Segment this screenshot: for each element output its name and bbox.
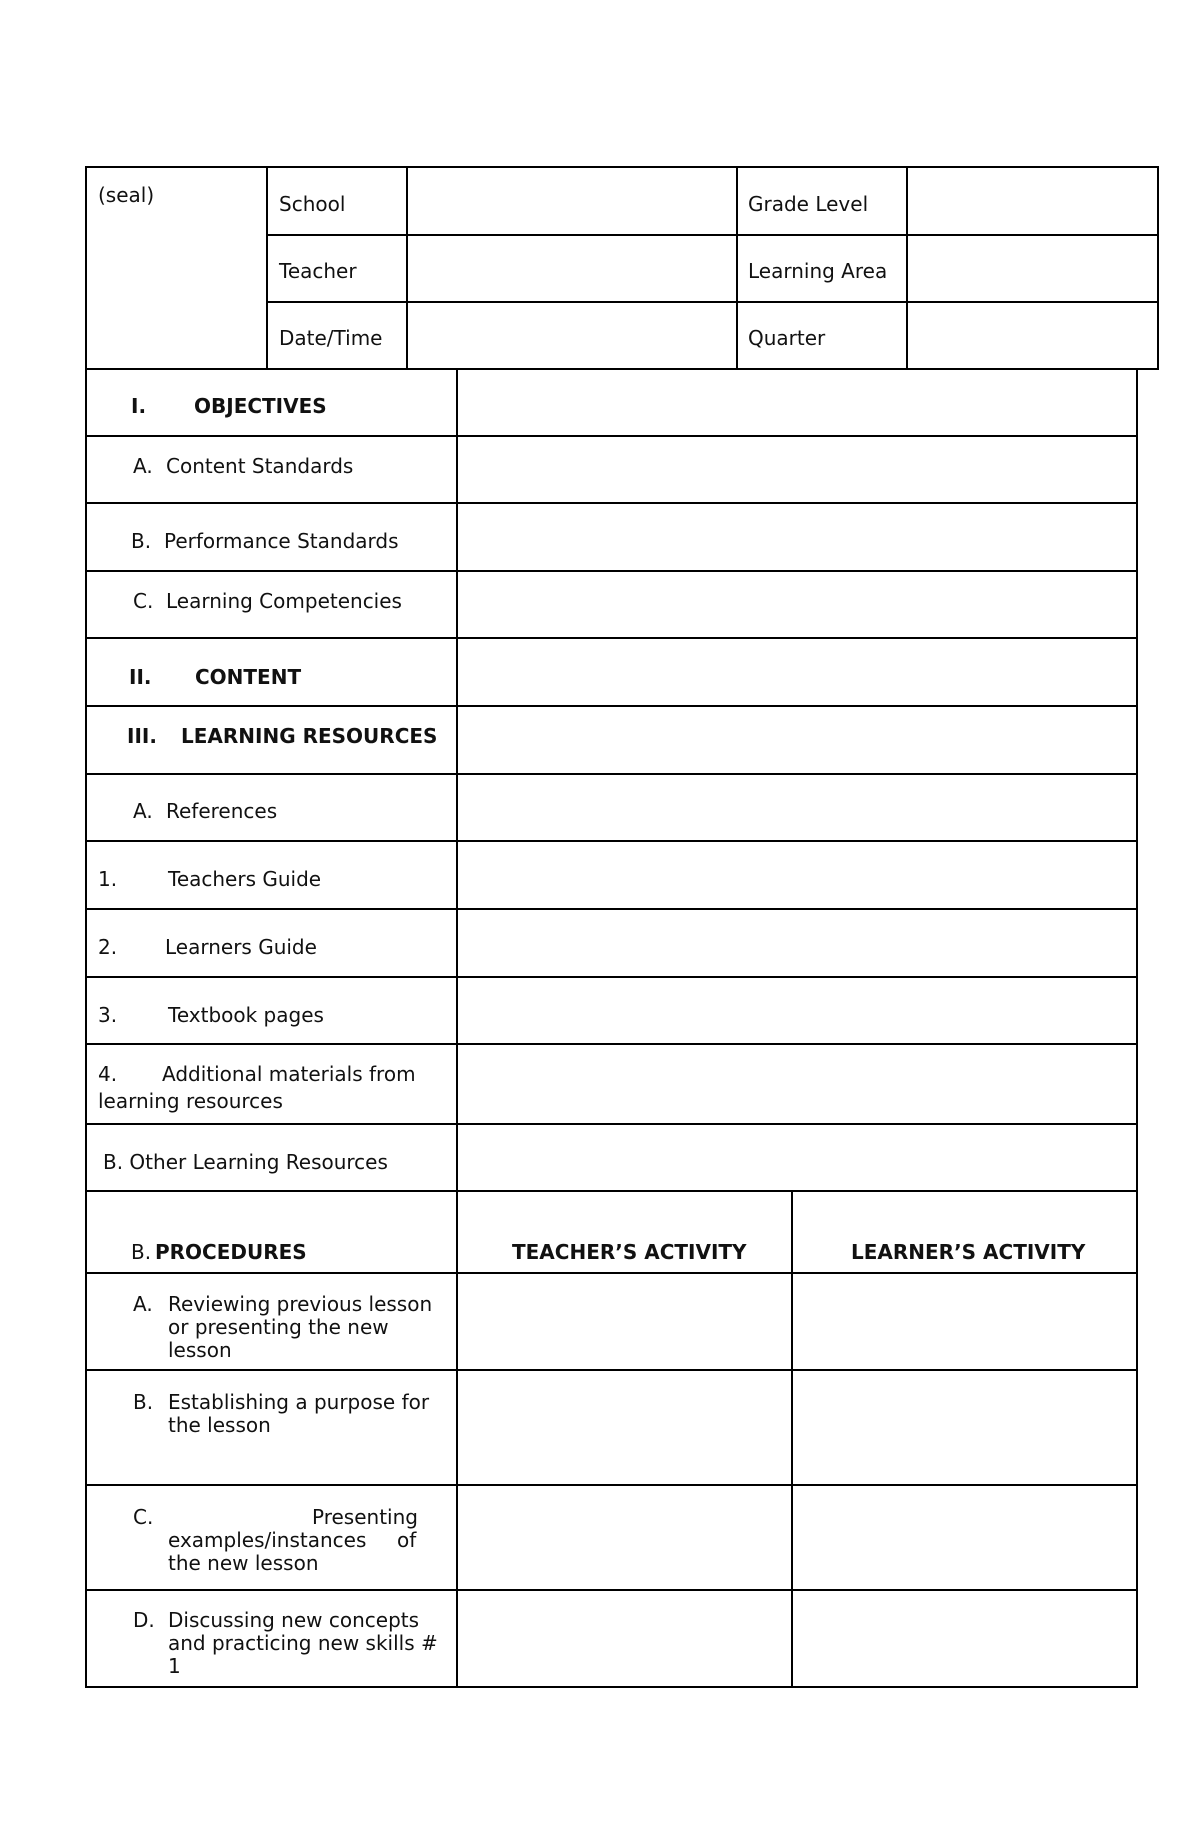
row-line [85,1043,1138,1045]
header-divider-v3 [736,166,738,370]
procedure-c-word-3: of [397,1528,417,1552]
procedure-a-line-2: or presenting the new [168,1315,389,1339]
table-border-left [85,368,87,1688]
procedure-d-num: D. [133,1608,155,1632]
learning-competencies-title: Learning Competencies [166,589,402,613]
additional-materials-num: 4. [98,1062,118,1086]
other-resources-title: B. Other Learning Resources [103,1150,388,1174]
procedure-c-word-2: examples/instances [168,1528,367,1552]
header-divider-v4 [906,166,908,370]
grade-level-label: Grade Level [748,192,869,216]
textbook-pages-title: Textbook pages [168,1003,324,1027]
datetime-label: Date/Time [279,326,383,350]
header-border-top [85,166,1159,168]
procedure-b-line-2: the lesson [168,1413,271,1437]
seal-label: (seal) [98,183,155,207]
row-line [85,773,1138,775]
procedure-c-line-3: the new lesson [168,1551,319,1575]
procedure-a-num: A. [133,1292,153,1316]
header-border-right [1157,166,1159,370]
content-title: CONTENT [195,665,302,689]
content-num: II. [129,665,152,689]
procedure-b-line-1: Establishing a purpose for [168,1390,430,1414]
procedure-c-num: C. [133,1505,154,1529]
header-border-left [85,166,87,370]
content-standards-num: A. [133,454,153,478]
row-line [85,705,1138,707]
procedures-num: B. [131,1240,152,1264]
row-line [85,1369,1138,1371]
header-divider-v2 [406,166,408,370]
row-line [85,908,1138,910]
learner-activity-header: LEARNER’S ACTIVITY [851,1240,1086,1264]
column-divider-activities [791,1190,793,1688]
teacher-label: Teacher [279,259,357,283]
header-divider-1 [266,234,1159,236]
references-title: References [166,799,278,823]
header-divider-2 [266,301,1159,303]
procedure-d-line-2: and practicing new skills # [168,1631,438,1655]
procedure-a-line-1: Reviewing previous lesson [168,1292,433,1316]
row-line [85,570,1138,572]
additional-materials-title-cont: learning resources [98,1089,283,1113]
table-border-bottom [85,1686,1138,1688]
header-divider-v1 [266,166,268,370]
objectives-title: OBJECTIVES [194,394,327,418]
procedure-d-line-3: 1 [168,1654,181,1678]
objectives-num: I. [131,394,147,418]
learners-guide-num: 2. [98,935,118,959]
row-line [85,1190,1138,1192]
row-line [85,502,1138,504]
content-standards-title: Content Standards [166,454,354,478]
row-line [85,1484,1138,1486]
row-line [85,840,1138,842]
performance-standards-title: Performance Standards [164,529,399,553]
header-border-bottom [85,368,1159,370]
teacher-activity-header: TEACHER’S ACTIVITY [512,1240,747,1264]
row-line [85,1272,1138,1274]
row-line [85,435,1138,437]
column-divider-main [456,368,458,1688]
learning-competencies-num: C. [133,589,154,613]
procedure-c-word-1: Presenting [312,1505,418,1529]
additional-materials-title: Additional materials from [162,1062,416,1086]
procedure-b-num: B. [133,1390,154,1414]
learning-area-label: Learning Area [748,259,888,283]
procedure-a-line-3: lesson [168,1338,232,1362]
references-num: A. [133,799,153,823]
teachers-guide-title: Teachers Guide [168,867,322,891]
learning-resources-title: LEARNING RESOURCES [181,724,438,748]
performance-standards-num: B. [131,529,152,553]
table-border-right [1136,368,1138,1688]
quarter-label: Quarter [748,326,826,350]
procedure-d-line-1: Discussing new concepts [168,1608,420,1632]
row-line [85,1589,1138,1591]
procedures-title: PROCEDURES [155,1240,307,1264]
row-line [85,1123,1138,1125]
school-label: School [279,192,346,216]
row-line [85,976,1138,978]
textbook-pages-num: 3. [98,1003,118,1027]
row-line [85,637,1138,639]
learners-guide-title: Learners Guide [165,935,317,959]
teachers-guide-num: 1. [98,867,118,891]
learning-resources-num: III. [127,724,157,748]
